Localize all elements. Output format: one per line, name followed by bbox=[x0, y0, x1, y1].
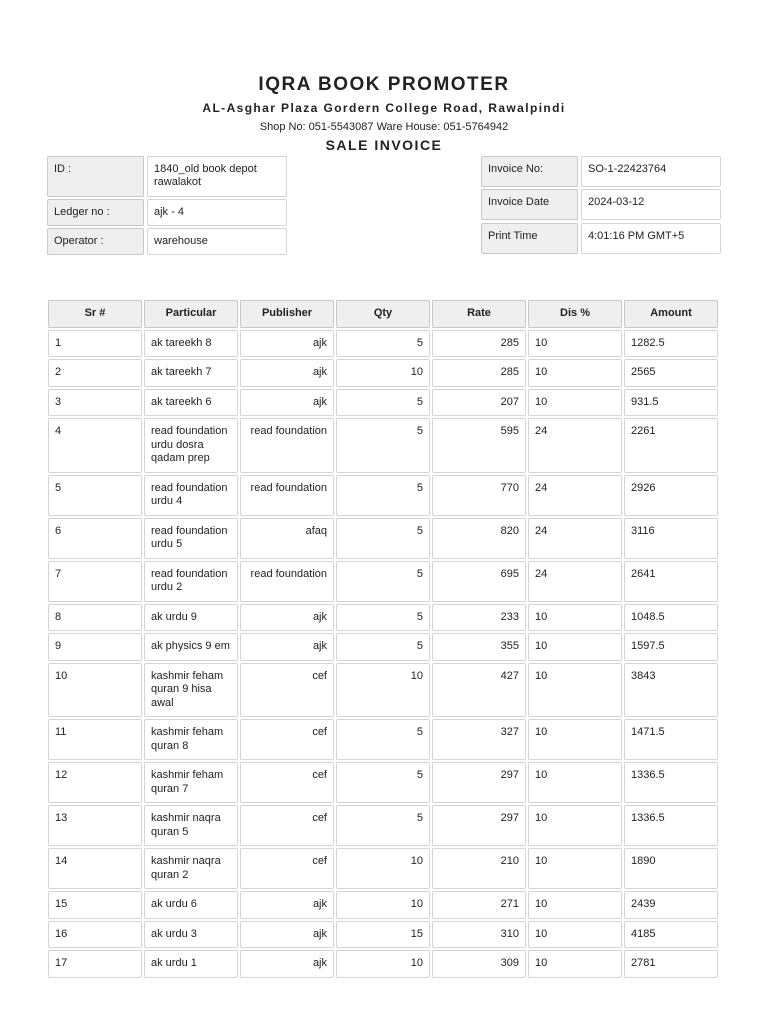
cell-particular: read foundation urdu 5 bbox=[144, 518, 238, 559]
cell-discount: 10 bbox=[528, 359, 622, 387]
cell-amount: 3116 bbox=[624, 518, 718, 559]
cell-amount: 1597.5 bbox=[624, 633, 718, 661]
cell-amount: 1336.5 bbox=[624, 762, 718, 803]
cell-sr: 8 bbox=[48, 604, 142, 632]
invoice-no-value: SO-1-22423764 bbox=[581, 156, 721, 187]
cell-qty: 10 bbox=[336, 848, 430, 889]
cell-amount: 2261 bbox=[624, 418, 718, 473]
cell-rate: 297 bbox=[432, 762, 526, 803]
cell-discount: 10 bbox=[528, 604, 622, 632]
cell-amount: 2781 bbox=[624, 950, 718, 978]
invoice-date-label: Invoice Date bbox=[481, 189, 578, 220]
cell-amount: 2641 bbox=[624, 561, 718, 602]
cell-publisher: cef bbox=[240, 805, 334, 846]
cell-rate: 355 bbox=[432, 633, 526, 661]
cell-discount: 10 bbox=[528, 663, 622, 718]
cell-qty: 10 bbox=[336, 950, 430, 978]
cell-particular: ak tareekh 7 bbox=[144, 359, 238, 387]
company-address: AL-Asghar Plaza Gordern College Road, Rawalpindi bbox=[202, 101, 566, 115]
cell-particular: ak urdu 9 bbox=[144, 604, 238, 632]
print-time-value: 4:01:16 PM GMT+5 bbox=[581, 223, 721, 254]
table-row bbox=[48, 604, 718, 632]
table-row bbox=[48, 561, 718, 602]
cell-sr: 11 bbox=[48, 719, 142, 760]
col-header-sr: Sr # bbox=[48, 300, 142, 328]
cell-discount: 24 bbox=[528, 418, 622, 473]
cell-sr: 6 bbox=[48, 518, 142, 559]
table-row bbox=[48, 891, 718, 919]
cell-discount: 10 bbox=[528, 921, 622, 949]
cell-publisher: ajk bbox=[240, 330, 334, 358]
cell-publisher: ajk bbox=[240, 359, 334, 387]
table-row bbox=[48, 762, 718, 803]
cell-rate: 207 bbox=[432, 389, 526, 417]
cell-discount: 10 bbox=[528, 891, 622, 919]
table-header-row bbox=[48, 300, 718, 328]
id-label: ID : bbox=[47, 156, 144, 197]
cell-publisher: read foundation bbox=[240, 418, 334, 473]
cell-amount: 2565 bbox=[624, 359, 718, 387]
cell-rate: 310 bbox=[432, 921, 526, 949]
table-row bbox=[48, 389, 718, 417]
cell-rate: 309 bbox=[432, 950, 526, 978]
cell-particular: kashmir naqra quran 5 bbox=[144, 805, 238, 846]
cell-discount: 10 bbox=[528, 805, 622, 846]
cell-rate: 427 bbox=[432, 663, 526, 718]
cell-rate: 820 bbox=[432, 518, 526, 559]
col-header-discount: Dis % bbox=[528, 300, 622, 328]
table-row bbox=[48, 848, 718, 889]
operator-label: Operator : bbox=[47, 228, 144, 255]
invoice-no-label: Invoice No: bbox=[481, 156, 578, 187]
cell-qty: 5 bbox=[336, 604, 430, 632]
cell-publisher: cef bbox=[240, 719, 334, 760]
operator-value: warehouse bbox=[147, 228, 287, 255]
cell-qty: 5 bbox=[336, 719, 430, 760]
cell-qty: 5 bbox=[336, 561, 430, 602]
cell-particular: ak urdu 1 bbox=[144, 950, 238, 978]
cell-discount: 10 bbox=[528, 719, 622, 760]
cell-qty: 15 bbox=[336, 921, 430, 949]
cell-sr: 10 bbox=[48, 663, 142, 718]
cell-amount: 2439 bbox=[624, 891, 718, 919]
cell-discount: 10 bbox=[528, 950, 622, 978]
company-name: IQRA BOOK PROMOTER bbox=[258, 74, 510, 95]
cell-publisher: read foundation bbox=[240, 475, 334, 516]
cell-sr: 9 bbox=[48, 633, 142, 661]
col-header-amount: Amount bbox=[624, 300, 718, 328]
table-row bbox=[48, 475, 718, 516]
cell-rate: 297 bbox=[432, 805, 526, 846]
cell-qty: 5 bbox=[336, 389, 430, 417]
cell-rate: 285 bbox=[432, 359, 526, 387]
cell-amount: 1336.5 bbox=[624, 805, 718, 846]
cell-publisher: ajk bbox=[240, 891, 334, 919]
col-header-qty: Qty bbox=[336, 300, 430, 328]
cell-amount: 2926 bbox=[624, 475, 718, 516]
table-row bbox=[48, 359, 718, 387]
cell-particular: kashmir feham quran 9 hisa awal bbox=[144, 663, 238, 718]
ledger-value: ajk - 4 bbox=[147, 199, 287, 226]
cell-qty: 10 bbox=[336, 663, 430, 718]
cell-sr: 13 bbox=[48, 805, 142, 846]
cell-rate: 770 bbox=[432, 475, 526, 516]
cell-qty: 5 bbox=[336, 762, 430, 803]
invoice-title: SALE INVOICE bbox=[325, 137, 443, 153]
cell-sr: 2 bbox=[48, 359, 142, 387]
cell-publisher: ajk bbox=[240, 633, 334, 661]
cell-amount: 1282.5 bbox=[624, 330, 718, 358]
cell-sr: 17 bbox=[48, 950, 142, 978]
cell-qty: 5 bbox=[336, 330, 430, 358]
cell-particular: kashmir feham quran 8 bbox=[144, 719, 238, 760]
cell-rate: 210 bbox=[432, 848, 526, 889]
table-row bbox=[48, 518, 718, 559]
cell-discount: 10 bbox=[528, 848, 622, 889]
cell-amount: 1048.5 bbox=[624, 604, 718, 632]
cell-publisher: ajk bbox=[240, 921, 334, 949]
cell-particular: ak urdu 6 bbox=[144, 891, 238, 919]
cell-publisher: cef bbox=[240, 663, 334, 718]
cell-discount: 10 bbox=[528, 633, 622, 661]
cell-rate: 271 bbox=[432, 891, 526, 919]
cell-particular: read foundation urdu dosra qadam prep bbox=[144, 418, 238, 473]
cell-sr: 16 bbox=[48, 921, 142, 949]
table-row bbox=[48, 719, 718, 760]
cell-rate: 233 bbox=[432, 604, 526, 632]
cell-discount: 24 bbox=[528, 561, 622, 602]
cell-amount: 931.5 bbox=[624, 389, 718, 417]
invoice-date-value: 2024-03-12 bbox=[581, 189, 721, 220]
cell-publisher: cef bbox=[240, 762, 334, 803]
cell-qty: 10 bbox=[336, 359, 430, 387]
print-time-label: Print Time bbox=[481, 223, 578, 254]
cell-amount: 3843 bbox=[624, 663, 718, 718]
table-row bbox=[48, 418, 718, 473]
cell-qty: 5 bbox=[336, 475, 430, 516]
cell-publisher: cef bbox=[240, 848, 334, 889]
ledger-label: Ledger no : bbox=[47, 199, 144, 226]
cell-rate: 695 bbox=[432, 561, 526, 602]
cell-discount: 24 bbox=[528, 475, 622, 516]
cell-particular: kashmir naqra quran 2 bbox=[144, 848, 238, 889]
table-row bbox=[48, 950, 718, 978]
table-row bbox=[48, 921, 718, 949]
cell-discount: 10 bbox=[528, 762, 622, 803]
cell-amount: 1471.5 bbox=[624, 719, 718, 760]
cell-sr: 5 bbox=[48, 475, 142, 516]
cell-sr: 1 bbox=[48, 330, 142, 358]
cell-publisher: ajk bbox=[240, 389, 334, 417]
cell-sr: 12 bbox=[48, 762, 142, 803]
col-header-rate: Rate bbox=[432, 300, 526, 328]
company-phones: Shop No: 051-5543087 Ware House: 051-5764942 bbox=[259, 121, 509, 133]
cell-particular: read foundation urdu 2 bbox=[144, 561, 238, 602]
cell-qty: 5 bbox=[336, 418, 430, 473]
cell-rate: 285 bbox=[432, 330, 526, 358]
col-header-particular: Particular bbox=[144, 300, 238, 328]
cell-publisher: ajk bbox=[240, 950, 334, 978]
cell-sr: 4 bbox=[48, 418, 142, 473]
table-row bbox=[48, 633, 718, 661]
cell-particular: read foundation urdu 4 bbox=[144, 475, 238, 516]
cell-particular: ak physics 9 em bbox=[144, 633, 238, 661]
cell-publisher: read foundation bbox=[240, 561, 334, 602]
cell-amount: 4185 bbox=[624, 921, 718, 949]
cell-sr: 14 bbox=[48, 848, 142, 889]
cell-qty: 5 bbox=[336, 805, 430, 846]
cell-particular: ak tareekh 6 bbox=[144, 389, 238, 417]
cell-sr: 7 bbox=[48, 561, 142, 602]
cell-discount: 10 bbox=[528, 389, 622, 417]
col-header-publisher: Publisher bbox=[240, 300, 334, 328]
id-value: 1840_old book depot rawalakot bbox=[147, 156, 287, 197]
table-row bbox=[48, 330, 718, 358]
cell-qty: 5 bbox=[336, 633, 430, 661]
cell-publisher: afaq bbox=[240, 518, 334, 559]
cell-rate: 595 bbox=[432, 418, 526, 473]
cell-particular: ak urdu 3 bbox=[144, 921, 238, 949]
table-row bbox=[48, 805, 718, 846]
cell-qty: 10 bbox=[336, 891, 430, 919]
cell-sr: 15 bbox=[48, 891, 142, 919]
cell-amount: 1890 bbox=[624, 848, 718, 889]
cell-publisher: ajk bbox=[240, 604, 334, 632]
cell-particular: ak tareekh 8 bbox=[144, 330, 238, 358]
cell-sr: 3 bbox=[48, 389, 142, 417]
cell-rate: 327 bbox=[432, 719, 526, 760]
cell-qty: 5 bbox=[336, 518, 430, 559]
cell-discount: 24 bbox=[528, 518, 622, 559]
table-row bbox=[48, 663, 718, 718]
cell-discount: 10 bbox=[528, 330, 622, 358]
cell-particular: kashmir feham quran 7 bbox=[144, 762, 238, 803]
invoice-items-table bbox=[46, 298, 720, 980]
